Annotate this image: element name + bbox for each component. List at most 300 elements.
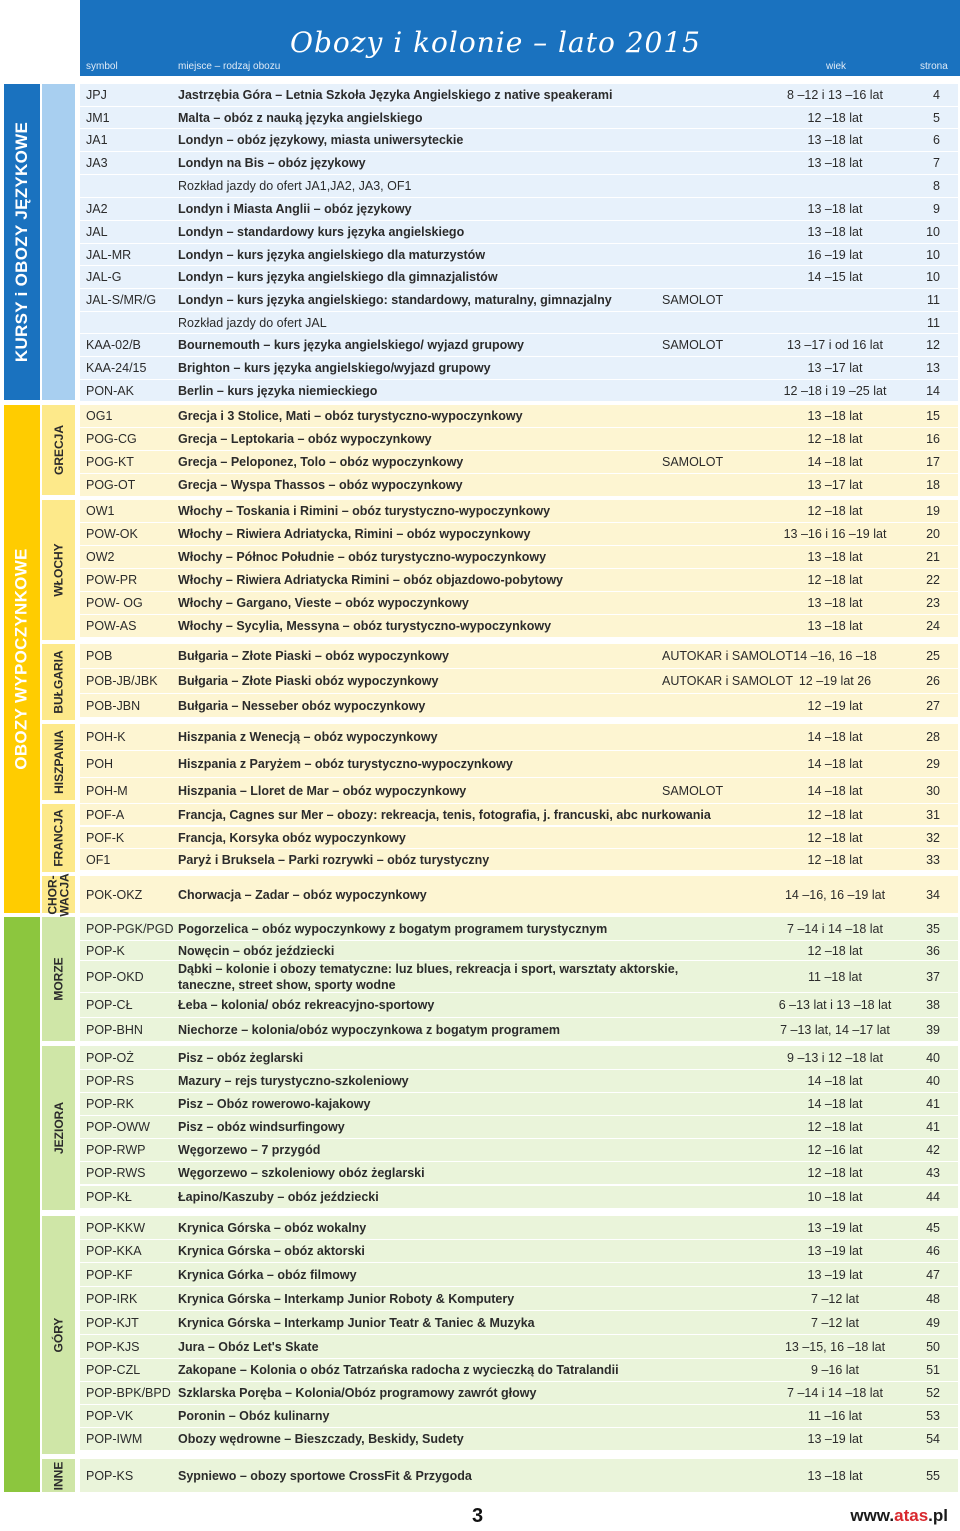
row-symbol: OF1 xyxy=(86,852,111,867)
row-description: Pisz – obóz żeglarski xyxy=(178,1050,304,1065)
row-page: 44 xyxy=(926,1190,940,1204)
row-age: 14 –15 lat xyxy=(807,270,863,284)
row-description: Dąbki – kolonie i obozy tematyczne: luz blues, rekreacja i sport, warsztaty aktorskie, taneczne, street show, sporty wodne xyxy=(178,961,679,992)
row-age: 8 –12 i 13 –16 lat xyxy=(787,88,883,102)
row-description: Poronin – Obóz kulinarny xyxy=(178,1409,330,1423)
table-row xyxy=(80,129,958,151)
row-description: Grecja i 3 Stolice, Mati – obóz turystyczno-wypoczynkowy xyxy=(178,409,523,423)
table-row xyxy=(80,405,958,427)
row-age: 13 –18 lat xyxy=(807,133,863,147)
row-description: Jura – Obóz Let's Skate xyxy=(178,1339,319,1354)
row-age: 14 –18 lat xyxy=(807,1097,863,1111)
row-page: 48 xyxy=(926,1291,940,1306)
row-page: 9 xyxy=(933,202,940,216)
table-row xyxy=(80,84,958,106)
row-description: Zakopane – Kolonia o obóz Tatrzańska radocha z wycieczką do Tatralandii xyxy=(178,1363,619,1377)
row-description: Mazury – rejs turystyczno-szkoleniowy xyxy=(178,1074,409,1088)
row-symbol: KAA-02/B xyxy=(86,338,141,352)
row-description: Szklarska Poręba – Kolonia/Obóz programowy zawrót głowy xyxy=(178,1386,537,1400)
table-row xyxy=(80,669,958,693)
row-description: Włochy – Sycylia, Messyna – obóz turystyczno-wypoczynkowy xyxy=(178,619,552,633)
row-description: Jastrzębia Góra – Letnia Szkoła Języka Angielskiego z native speakerami xyxy=(178,88,613,102)
subcategory-label: FRANCJA xyxy=(51,809,66,867)
row-description: Paryż i Bruksela – Parki rozrywki – obóz turystyczny xyxy=(178,852,490,867)
row-symbol: POP-BPK/BPD xyxy=(86,1386,171,1400)
row-age: 7 –13 lat, 14 –17 lat xyxy=(780,1022,890,1037)
row-description: Pisz – obóz windsurfingowy xyxy=(178,1120,345,1134)
subcategory-stripe-courses xyxy=(42,84,75,400)
row-page: 23 xyxy=(926,596,940,610)
row-transport: SAMOLOT xyxy=(662,783,724,798)
row-description: Włochy – Riwiera Adriatycka Rimini – obóz objazdowo-pobytowy xyxy=(178,573,564,587)
table-row xyxy=(80,451,958,473)
row-page: 8 xyxy=(933,179,940,193)
row-age: 7 –12 lat xyxy=(811,1291,859,1306)
table-row xyxy=(80,1405,958,1427)
row-description: Londyn – kurs języka angielskiego: standardowy, maturalny, gimnazjalny xyxy=(178,293,612,307)
table-row xyxy=(80,1240,958,1262)
table-row xyxy=(80,474,958,496)
subcategory-label: WŁOCHY xyxy=(51,543,66,597)
row-description: Malta – obóz z nauką języka angielskiego xyxy=(178,110,423,125)
table-row xyxy=(80,175,958,197)
row-page: 50 xyxy=(926,1339,940,1354)
subcategory-lakes xyxy=(42,1046,75,1210)
subcategory-sea xyxy=(42,917,75,1041)
table-row xyxy=(80,876,958,913)
table-row xyxy=(80,1116,958,1138)
row-symbol: JPJ xyxy=(86,88,107,102)
column-header-symbol: symbol xyxy=(86,61,118,72)
row-description: Bułgaria – Nesseber obóz wypoczynkowy xyxy=(178,698,426,713)
table-row xyxy=(80,107,958,128)
row-symbol: POP-CZL xyxy=(86,1363,141,1377)
table-row xyxy=(80,334,958,356)
table-row xyxy=(80,266,958,288)
row-age: 13 –19 lat xyxy=(807,1432,863,1446)
table-row xyxy=(80,152,958,174)
subcategory-label: INNE xyxy=(51,1461,66,1490)
table-row xyxy=(80,778,958,803)
row-age: 9 –13 i 12 –18 lat xyxy=(787,1050,883,1065)
row-age: 12 –18 lat xyxy=(807,943,863,958)
row-page: 45 xyxy=(926,1220,940,1235)
row-symbol: POP-KKW xyxy=(86,1220,146,1235)
row-symbol: POP-IWM xyxy=(86,1432,143,1446)
row-page: 41 xyxy=(926,1097,940,1111)
row-symbol: JA1 xyxy=(86,133,108,147)
row-page: 37 xyxy=(926,969,940,984)
table-row xyxy=(80,1263,958,1286)
row-age: 13 –16 i 16 –19 lat xyxy=(783,527,887,541)
row-symbol: POB-JBN xyxy=(86,698,141,713)
subcategory-france xyxy=(42,804,75,872)
row-page: 33 xyxy=(926,852,940,867)
row-age: 13 –18 lat xyxy=(807,225,863,239)
row-description: Łeba – kolonia/ obóz rekreacyjno-sportowy xyxy=(178,998,435,1012)
row-description: Obozy wędrowne – Bieszczady, Beskidy, Sudety xyxy=(178,1432,464,1446)
row-symbol: POP-RK xyxy=(86,1097,134,1111)
row-description: Londyn – standardowy kurs języka angielskiego xyxy=(178,225,465,239)
row-page: 54 xyxy=(926,1432,940,1446)
row-description: Krynica Górska – Interkamp Junior Roboty & Komputery xyxy=(178,1291,515,1306)
row-description: Londyn – kurs języka angielskiego dla maturzystów xyxy=(178,247,486,262)
row-symbol: JA2 xyxy=(86,202,108,216)
row-description: Krynica Górska – Interkamp Junior Teatr & Taniec & Muzyka xyxy=(178,1315,535,1330)
row-symbol: POF-K xyxy=(86,830,125,845)
row-age xyxy=(780,175,890,197)
row-age: 14 –18 lat xyxy=(807,1074,863,1088)
row-symbol: POH-M xyxy=(86,783,128,798)
row-symbol: POP-VK xyxy=(86,1409,134,1423)
row-page: 10 xyxy=(926,270,940,284)
row-page: 24 xyxy=(926,619,940,633)
row-symbol: POP-KF xyxy=(86,1267,133,1282)
row-description: Londyn na Bis – obóz językowy xyxy=(178,156,366,170)
row-symbol: POG-OT xyxy=(86,478,136,492)
row-page: 32 xyxy=(926,830,940,845)
header-bar xyxy=(80,0,960,76)
row-age: 12 –18 lat xyxy=(807,504,863,518)
table-row xyxy=(80,751,958,777)
table-row xyxy=(80,1046,958,1069)
row-symbol: POP-IRK xyxy=(86,1291,138,1306)
row-description: Włochy – Gargano, Vieste – obóz wypoczynkowy xyxy=(178,596,469,610)
page-title: Obozy i kolonie – lato 2015 xyxy=(290,26,701,59)
row-page: 11 xyxy=(927,293,940,307)
row-symbol: POP-K xyxy=(86,943,125,958)
row-page: 20 xyxy=(926,527,940,541)
table-row xyxy=(80,500,958,522)
row-page: 15 xyxy=(926,409,940,423)
subcategory-mountains xyxy=(42,1216,75,1454)
row-page: 49 xyxy=(926,1315,940,1330)
row-age: 13 –17 lat xyxy=(807,361,863,375)
row-description: Bournemouth – kurs języka angielskiego/ wyjazd grupowy xyxy=(178,338,524,352)
row-page: 36 xyxy=(926,943,940,958)
row-symbol: POP-OKD xyxy=(86,969,144,984)
row-page: 14 xyxy=(926,383,940,398)
row-age: 14 –16, 16 –18 xyxy=(793,649,877,663)
row-description: Grecja – Leptokaria – obóz wypoczynkowy xyxy=(178,432,432,446)
row-symbol: OG1 xyxy=(86,409,113,423)
row-description: Brighton – kurs języka angielskiego/wyjazd grupowy xyxy=(178,361,491,375)
row-age: 14 –18 lat xyxy=(807,455,863,469)
table-row xyxy=(80,1070,958,1092)
table-row xyxy=(80,1382,958,1404)
table-row xyxy=(80,1428,958,1450)
row-page: 34 xyxy=(926,887,940,902)
row-symbol: POB-JB/JBK xyxy=(86,674,158,688)
table-row xyxy=(80,993,958,1017)
table-row xyxy=(80,1359,958,1381)
row-symbol: POP-OWW xyxy=(86,1120,150,1134)
row-description: Węgorzewo – szkoleniowy obóz żeglarski xyxy=(178,1166,425,1180)
row-page: 30 xyxy=(926,783,940,798)
table-row xyxy=(80,941,958,960)
row-age: 13 –18 lat xyxy=(807,619,863,633)
row-page: 40 xyxy=(926,1074,940,1088)
row-symbol: KAA-24/15 xyxy=(86,361,147,375)
row-transport: SAMOLOT xyxy=(662,293,724,307)
row-symbol: POF-A xyxy=(86,807,125,822)
row-page: 25 xyxy=(926,649,940,663)
column-header-place: miejsce – rodzaj obozu xyxy=(178,61,281,72)
row-description: Pogorzelica – obóz wypoczynkowy z bogatym programem turystycznym xyxy=(178,921,608,936)
row-age: 12 –19 lat xyxy=(807,698,863,713)
row-description: Węgorzewo – 7 przygód xyxy=(178,1143,321,1157)
row-symbol: POP-RWP xyxy=(86,1143,146,1157)
table-row xyxy=(80,592,958,614)
row-description: Hiszpania z Wenecją – obóz wypoczynkowy xyxy=(178,730,438,744)
row-page: 16 xyxy=(926,432,940,446)
row-description: Włochy – Riwiera Adriatycka, Rimini – obóz wypoczynkowy xyxy=(178,527,531,541)
row-description: Berlin – kurs języka niemieckiego xyxy=(178,383,378,398)
row-symbol: POK-OKZ xyxy=(86,887,143,902)
table-row xyxy=(80,1216,958,1239)
row-description: Londyn – kurs języka angielskiego dla gimnazjalistów xyxy=(178,270,498,284)
row-page: 55 xyxy=(926,1468,940,1483)
subcategory-greece xyxy=(42,405,75,495)
table-row xyxy=(80,523,958,545)
row-page: 41 xyxy=(926,1120,940,1134)
row-page: 22 xyxy=(926,573,940,587)
row-page: 47 xyxy=(926,1267,940,1282)
table-row xyxy=(80,312,958,333)
category-label-holiday-camps: OBOZY WYPOCZYNKOWE xyxy=(12,548,31,770)
table-row xyxy=(80,1287,958,1310)
row-description: Londyn i Miasta Anglii – obóz językowy xyxy=(178,202,412,216)
row-description: Włochy – Toskania i Rimini – obóz turystyczno-wypoczynkowy xyxy=(178,504,551,518)
row-symbol: POW- OG xyxy=(86,596,143,610)
column-header-age: wiek xyxy=(826,61,847,72)
row-age: 13 –18 lat xyxy=(807,202,863,216)
row-age: 9 –16 lat xyxy=(811,1363,859,1377)
row-symbol: POH xyxy=(86,757,114,771)
row-description: Pisz – Obóz rowerowo-kajakowy xyxy=(178,1097,371,1111)
category-label-courses: KURSY i OBOZY JĘZYKOWE xyxy=(12,121,32,363)
row-age: 16 –19 lat xyxy=(807,247,863,262)
row-age: 13 –19 lat xyxy=(807,1267,863,1282)
row-age: 13 –19 lat xyxy=(807,1244,863,1258)
row-symbol: JAL-G xyxy=(86,270,122,284)
row-page: 39 xyxy=(926,1022,940,1037)
row-transport: SAMOLOT xyxy=(662,338,724,352)
row-symbol: POP-OŻ xyxy=(86,1050,134,1065)
row-age: 6 –13 lat i 13 –18 lat xyxy=(778,998,892,1012)
row-description: Krynica Górka – obóz filmowy xyxy=(178,1267,357,1282)
page-number: 3 xyxy=(472,1505,484,1527)
subcategory-label: JEZIORA xyxy=(51,1101,66,1155)
row-age: 12 –18 lat xyxy=(807,852,863,867)
row-symbol: POW-AS xyxy=(86,619,137,633)
row-age: 10 –18 lat xyxy=(807,1190,863,1204)
row-description: Krynica Górska – obóz wokalny xyxy=(178,1220,367,1235)
row-page: 46 xyxy=(926,1244,940,1258)
row-symbol: PON-AK xyxy=(86,383,134,398)
row-page: 12 xyxy=(926,338,940,352)
row-description: Grecja – Wyspa Thassos – obóz wypoczynkowy xyxy=(178,478,463,492)
row-page: 21 xyxy=(926,550,940,564)
row-symbol: JAL xyxy=(86,225,108,239)
subcategory-italy xyxy=(42,500,75,640)
row-page: 43 xyxy=(926,1166,940,1180)
row-symbol: JAL-MR xyxy=(86,247,132,262)
row-age: 12 –19 lat 26 xyxy=(798,674,872,688)
table-row xyxy=(80,357,958,379)
row-description: Francja, Korsyka obóz wypoczynkowy xyxy=(178,830,406,845)
category-bar-holiday-camps xyxy=(4,405,40,913)
row-page: 10 xyxy=(926,225,940,239)
row-description: Bułgaria – Złote Piaski obóz wypoczynkowy xyxy=(178,674,439,688)
row-age: 13 –18 lat xyxy=(807,409,863,423)
table-row xyxy=(80,1335,958,1358)
row-age: 13 –15, 16 –18 lat xyxy=(784,1339,886,1354)
row-age xyxy=(780,312,890,333)
subcategory-spain xyxy=(42,724,75,800)
row-age: 13 –17 lat xyxy=(807,478,863,492)
row-symbol: JA3 xyxy=(86,156,108,170)
row-description: Rozkład jazdy do ofert JA1,JA2, JA3, OF1 xyxy=(178,179,412,193)
row-page: 7 xyxy=(933,156,940,170)
row-symbol: OW2 xyxy=(86,550,115,564)
subcategory-croatia xyxy=(42,872,75,917)
table-row xyxy=(80,1093,958,1115)
row-age: 11 –16 lat xyxy=(808,1409,862,1423)
row-description: Londyn – obóz językowy, miasta uniwersyteckie xyxy=(178,133,464,147)
row-age: 12 –18 i 19 –25 lat xyxy=(783,383,887,398)
row-age: 12 –18 lat xyxy=(807,110,863,125)
table-row xyxy=(80,644,958,668)
row-age: 13 –18 lat xyxy=(807,550,863,564)
table-row xyxy=(80,827,958,848)
row-page: 13 xyxy=(926,361,940,375)
row-age: 12 –18 lat xyxy=(807,830,863,845)
row-page: 42 xyxy=(926,1143,940,1157)
table-row xyxy=(80,1018,958,1041)
subcategory-label: MORZE xyxy=(51,957,66,1001)
row-age: 12 –18 lat xyxy=(807,1166,863,1180)
row-page: 6 xyxy=(933,133,940,147)
row-symbol: POW-OK xyxy=(86,527,138,541)
row-symbol: POW-PR xyxy=(86,573,138,587)
row-age: 7 –14 i 14 –18 lat xyxy=(787,1386,883,1400)
row-description: Sypniewo – obozy sportowe CrossFit & Przygoda xyxy=(178,1468,472,1483)
table-row xyxy=(80,694,958,717)
row-age: 7 –12 lat xyxy=(811,1315,859,1330)
row-page: 40 xyxy=(926,1050,940,1065)
table-row xyxy=(80,546,958,568)
row-age: 13 –19 lat xyxy=(807,1220,863,1235)
row-page: 17 xyxy=(926,455,940,469)
row-page: 4 xyxy=(933,88,940,102)
category-bar-other xyxy=(4,917,40,1492)
row-symbol: POG-CG xyxy=(86,432,137,446)
subcategory-other xyxy=(42,1459,75,1492)
website-link[interactable]: www.atas.pl xyxy=(850,1506,948,1525)
row-symbol: POP-RWS xyxy=(86,1166,146,1180)
row-description: Bułgaria – Złote Piaski – obóz wypoczynkowy xyxy=(178,649,449,663)
table-row xyxy=(80,198,958,220)
row-page: 19 xyxy=(926,504,940,518)
table-row xyxy=(80,961,958,992)
row-description: Łapino/Kaszuby – obóz jeździecki xyxy=(178,1190,379,1204)
row-transport: AUTOKAR i SAMOLOT xyxy=(662,674,794,688)
table-row xyxy=(80,221,958,243)
row-age: 12 –18 lat xyxy=(807,432,863,446)
table-row xyxy=(80,615,958,637)
row-page: 35 xyxy=(926,921,940,936)
row-page: 29 xyxy=(926,757,940,771)
row-transport: AUTOKAR i SAMOLOT xyxy=(662,649,794,663)
table-row xyxy=(80,724,958,750)
row-description: Grecja – Peloponez, Tolo – obóz wypoczynkowy xyxy=(178,455,464,469)
row-description: Hiszpania – Lloret de Mar – obóz wypoczynkowy xyxy=(178,783,467,798)
table-row xyxy=(80,849,958,870)
row-symbol: POP-BHN xyxy=(86,1022,143,1037)
row-age: 14 –18 lat xyxy=(807,757,863,771)
row-symbol: POP-KJS xyxy=(86,1339,140,1354)
row-symbol: POP-KŁ xyxy=(86,1190,132,1204)
row-page: 5 xyxy=(933,110,940,125)
row-page: 28 xyxy=(926,730,940,744)
row-age: 12 –18 lat xyxy=(807,1120,863,1134)
row-age xyxy=(780,289,890,311)
row-age: 13 –18 lat xyxy=(807,156,863,170)
row-description: Niechorze – kolonia/obóz wypoczynkowa z bogatym programem xyxy=(178,1022,561,1037)
row-symbol: POP-RS xyxy=(86,1074,134,1088)
row-page: 27 xyxy=(926,698,940,713)
row-transport: SAMOLOT xyxy=(662,455,724,469)
row-age: 12 –18 lat xyxy=(807,573,863,587)
row-description: Hiszpania z Paryżem – obóz turystyczno-wypoczynkowy xyxy=(178,757,513,771)
row-age: 13 –18 lat xyxy=(807,1468,863,1483)
row-symbol: POB xyxy=(86,649,113,663)
row-symbol: POP-KJT xyxy=(86,1315,139,1330)
table-row xyxy=(80,380,958,401)
row-symbol: POP-KKA xyxy=(86,1244,142,1258)
row-page: 10 xyxy=(926,247,940,262)
row-page: 51 xyxy=(926,1363,940,1377)
table-row xyxy=(80,1186,958,1208)
row-page: 18 xyxy=(926,478,940,492)
row-page: 52 xyxy=(926,1386,940,1400)
row-symbol: POP-PGK/PGD xyxy=(86,921,174,936)
row-age: 13 –18 lat xyxy=(807,596,863,610)
table-row xyxy=(80,1311,958,1334)
table-row xyxy=(80,244,958,265)
row-symbol: JM1 xyxy=(86,110,110,125)
subcategory-label: CHOR- WACJA xyxy=(45,872,72,917)
subcategory-label: HISZPANIA xyxy=(51,730,66,794)
row-age: 14 –18 lat xyxy=(807,730,863,744)
row-age: 7 –14 i 14 –18 lat xyxy=(787,921,883,936)
subcategory-bulgaria xyxy=(42,644,75,720)
table-row xyxy=(80,428,958,450)
subcategory-label: GRECJA xyxy=(51,424,66,476)
row-page: 53 xyxy=(926,1409,940,1423)
subcategory-label: BUŁGARIA xyxy=(51,650,66,714)
row-page: 11 xyxy=(927,315,940,330)
row-age: 12 –16 lat xyxy=(807,1143,863,1157)
table-row xyxy=(80,1162,958,1184)
row-symbol: POH-K xyxy=(86,730,126,744)
row-symbol: OW1 xyxy=(86,504,115,518)
table-row xyxy=(80,917,958,940)
row-symbol: POG-KT xyxy=(86,455,134,469)
row-description: Chorwacja – Zadar – obóz wypoczynkowy xyxy=(178,887,427,902)
row-page: 31 xyxy=(926,807,940,822)
